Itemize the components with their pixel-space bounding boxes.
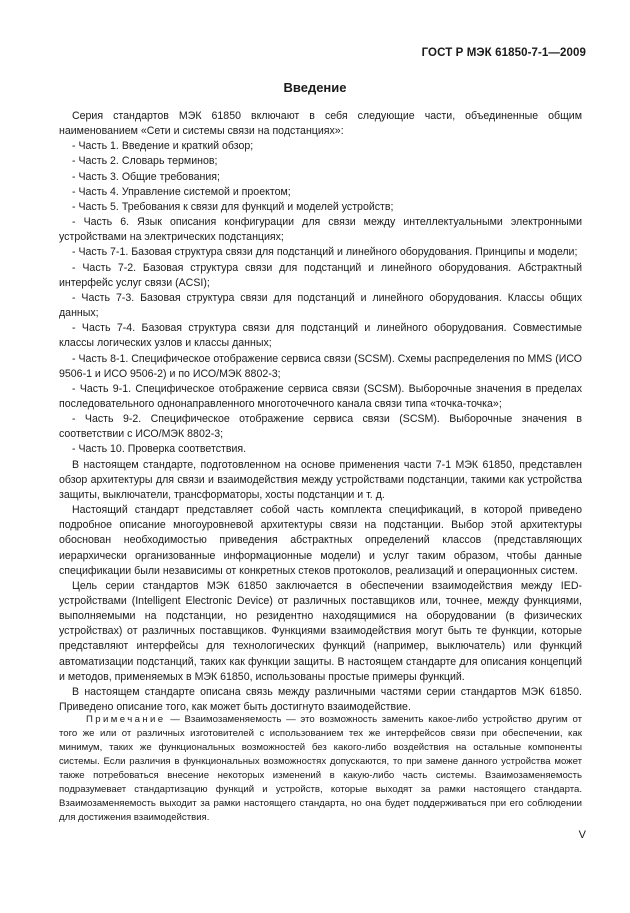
list-item: - Часть 1. Введение и краткий обзор; xyxy=(72,140,254,153)
list-item: - Часть 2. Словарь терминов; xyxy=(72,155,218,168)
note-text: — Взаимозаменяемость — это возможность заменить какое-либо устройство другим от того же или от различных изготовителей с использованием тех же интерфейсов связи при обеспечении, как минимум, таких же функциональных возможностей без какого-либо воздействия на остальные компоненты системы. Если различия в функциональных возможностях допускаются, то при замене данного устройства может также потребоваться внесение некоторых изменений в какую-либо часть системы. Взаимозаменяемость подразумевает стандартизацию функций и устройств, которые выходят за рамки настоящего стандарта. Взаимозаменяемость выходит за рамки настоящего стандарта, но она будет поддерживаться при его соблюдении для достижения взаимодействия. xyxy=(59,714,582,823)
note-paragraph xyxy=(59,713,582,825)
list-item: - Часть 4. Управление системой и проектом; xyxy=(72,185,291,198)
list-item: - Часть 7-2. Базовая структура связи для подстанций и линейного оборудования. Абстрактный интерфейс услуг связи (ACSI); xyxy=(59,261,582,289)
list-item: - Часть 10. Проверка соответствия. xyxy=(72,443,247,456)
list-item: - Часть 9-1. Специфическое отображение сервиса связи (SCSM). Выборочные значения в пределах последовательного однонаправленного многоточечного канала связи типа «точка-точка»; xyxy=(59,382,582,410)
list-item: - Часть 7-1. Базовая структура связи для подстанций и линейного оборудования. Принципы и модели; xyxy=(72,246,578,259)
list-item: - Часть 8-1. Специфическое отображение сервиса связи (SCSM). Схемы распределения по MMS (ИСО 9506-1 и ИСО 9506-2) и по ИСО/МЭК 8802-3; xyxy=(59,352,582,380)
body-paragraph: В настоящем стандарте, подготовленном на основе применения части 7-1 МЭК 61850, представлен обзор архитектуры для связи и взаимодействия между устройствами подстанции, такими как устройства защиты, выключатели, трансформаторы, хосты подстанции и т. д. xyxy=(59,458,582,501)
note-label: Примечание xyxy=(86,714,166,725)
body-paragraph: Цель серии стандартов МЭК 61850 заключается в обеспечении взаимодействия между IED-устройствами (Intelligent Electronic Device) от различных поставщиков или, точнее, между функциями, выполняемыми на подстанции, но резидентно находящимися на оборудовании (в физических устройствах) от различных поставщиков. Функциями взаимодействия могут быть те функции, которые представляют интерфейсы для технологических функций (например, выключатель) или функций автоматизации подстанций, таких как функции защиты. В настоящем стандарте для описания концепций и методов, применяемых в МЭК 61850, использованы простые примеры функций. xyxy=(59,579,582,683)
list-item: - Часть 7-4. Базовая структура связи для подстанций и линейного оборудования. Совместимые классы логических узлов и классы данных; xyxy=(59,322,582,350)
note-block xyxy=(59,713,582,825)
list-item: - Часть 7-3. Базовая структура связи для подстанций и линейного оборудования. Классы общих данных; xyxy=(59,291,582,320)
body-paragraph: Настоящий стандарт представляет собой часть комплекта спецификаций, в которой приведено подробное описание многоуровневой архитектуры связи на подстанции. Выбор этой архитектуры обоснован необходимостью приведения абстрактных определений классов (представляющих иерархически организованные информационные модели) и услуг таким образом, чтобы данные спецификации были независимы от конкретных стеков протоколов, реализаций и операционных систем. xyxy=(59,504,582,577)
list-item: - Часть 9-2. Специфическое отображение сервиса связи (SCSM). Выборочные значения в соответствии с ИСО/МЭК 8802-3; xyxy=(59,413,582,441)
body-paragraph: В настоящем стандарте описана связь между различными частями серии стандартов МЭК 61850. Приведено описание того, как может быть достигнуто взаимодействие. xyxy=(59,685,582,714)
intro-paragraph: Серия стандартов МЭК 61850 включают в себя следующие части, объединенные общим наименованием «Сети и системы связи на подстанциях»: xyxy=(59,110,582,138)
page-number: V xyxy=(578,829,586,841)
list-item: - Часть 3. Общие требования; xyxy=(72,170,220,183)
list-item: - Часть 6. Язык описания конфигурации для связи между интеллектуальными электронными устройствами на электрических подстанциях; xyxy=(59,216,582,244)
list-item: - Часть 5. Требования к связи для функций и моделей устройств; xyxy=(72,200,394,213)
section-title: Введение xyxy=(283,80,347,95)
document-header: ГОСТ Р МЭК 61850-7-1—2009 xyxy=(421,47,586,59)
body-text xyxy=(59,109,582,715)
